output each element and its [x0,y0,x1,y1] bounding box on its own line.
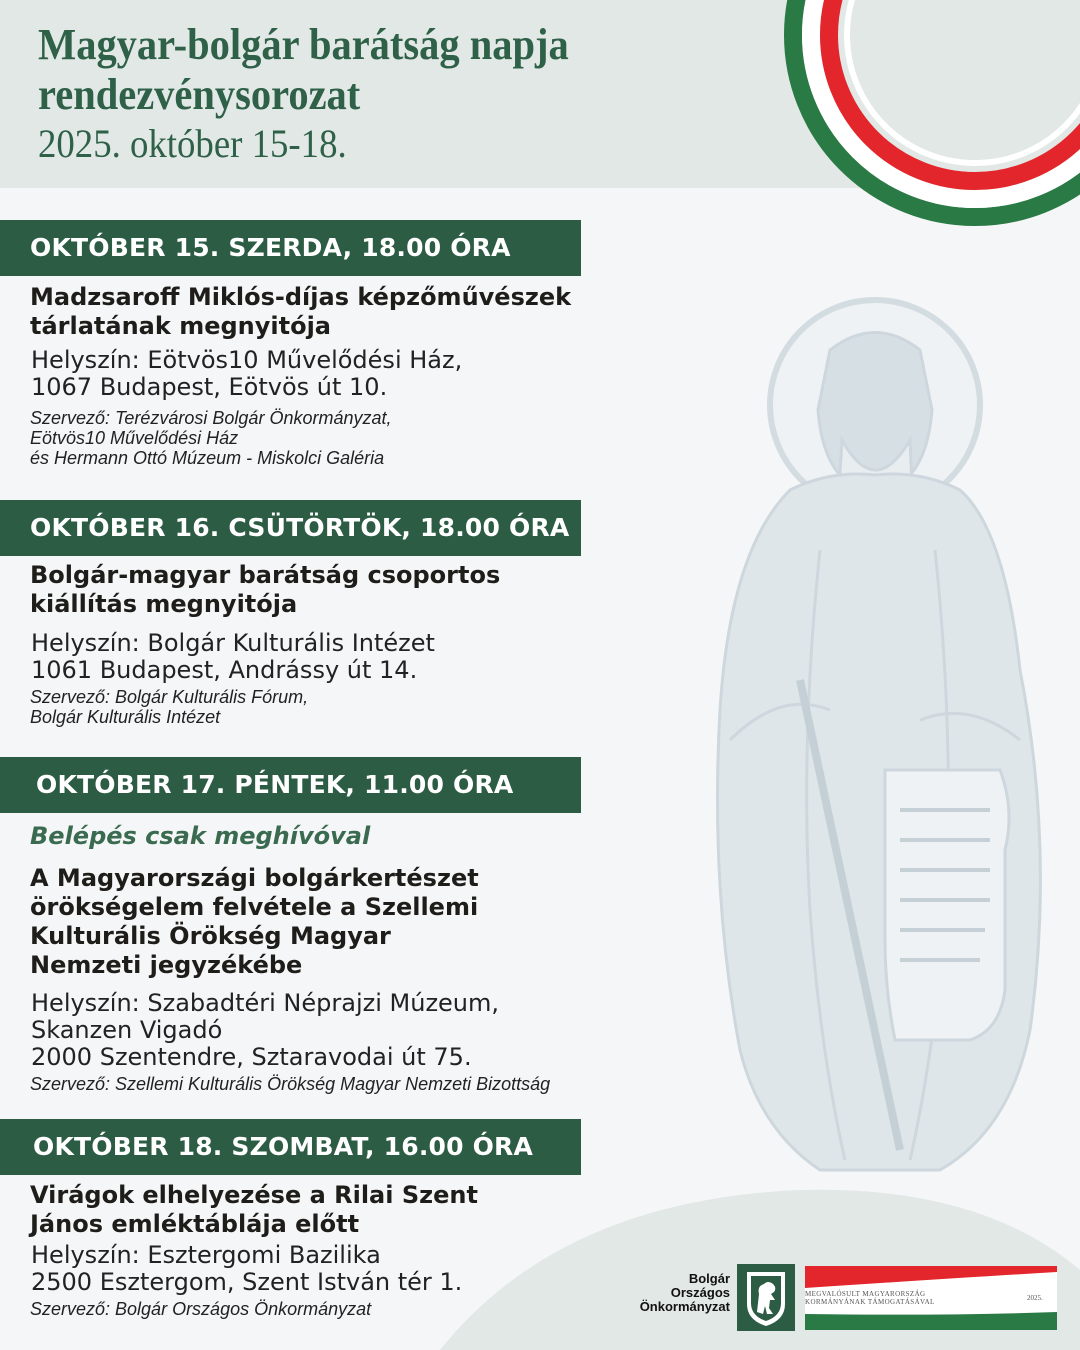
event-location-oct16: Helyszín: Bolgár Kulturális Intézet 1061 Budapest, Andrássy út 14. [31,629,435,684]
event-date-band-oct16: OKTÓBER 16. CSÜTÖRTÖK, 18.00 ÓRA [0,500,581,556]
organization-logo-text: Bolgár Országos Önkormányzat [639,1271,730,1314]
support-year: 2025. [1027,1294,1043,1302]
event-organizer-oct15: Szervező: Terézvárosi Bolgár Önkormányzat, Eötvös10 Művelődési Ház és Hermann Ottó Múzeum - Miskolci Galéria [30,408,392,468]
event-date-band-oct18: OKTÓBER 18. SZOMBAT, 16.00 ÓRA [0,1119,581,1175]
saint-icon-illustration [670,290,1080,1210]
event-title-oct16: Bolgár-magyar barátság csoportos kiállítás megnyitója [30,561,501,618]
event-date-band-oct15: OKTÓBER 15. SZERDA, 18.00 ÓRA [0,220,581,276]
event-location-oct17: Helyszín: Szabadtéri Néprajzi Múzeum, Skanzen Vigadó 2000 Szentendre, Sztaravodai út 75. [31,989,500,1071]
event-organizer-oct16: Szervező: Bolgár Kulturális Fórum, Bolgár Kulturális Intézet [30,687,309,727]
support-text: MEGVALÓSULT MAGYARORSZÁG KORMÁNYÁNAK TÁMOGATÁSÁVAL [805,1290,935,1306]
event-title-oct17: A Magyarországi bolgárkertészet örökségelem felvétele a Szellemi Kulturális Örökség Magyar Nemzeti jegyzékébe [30,864,479,979]
page-title: Magyar-bolgár barátság napja rendezvénysorozat [38,20,569,119]
lion-emblem-icon [737,1264,795,1331]
government-support-banner [805,1266,1057,1330]
event-location-oct15: Helyszín: Eötvös10 Művelődési Ház, 1067 Budapest, Eötvös út 10. [31,346,463,401]
invitation-only-note: Belépés csak meghívóval [30,822,371,850]
event-date-band-oct17: OKTÓBER 17. PÉNTEK, 11.00 ÓRA [0,757,581,813]
tricolor-rings-icon [780,0,1080,240]
event-organizer-oct17: Szervező: Szellemi Kulturális Örökség Magyar Nemzeti Bizottság [30,1074,551,1094]
event-title-oct15: Madzsaroff Miklós-díjas képzőművészek tárlatának megnyitója [30,283,572,340]
event-location-oct18: Helyszín: Esztergomi Bazilika 2500 Esztergom, Szent István tér 1. [31,1241,463,1296]
event-title-oct18: Virágok elhelyezése a Rilai Szent János emléktáblája előtt [30,1181,478,1238]
event-organizer-oct18: Szervező: Bolgár Országos Önkormányzat [30,1299,372,1319]
event-series-date: 2025. október 15-18. [38,121,347,166]
